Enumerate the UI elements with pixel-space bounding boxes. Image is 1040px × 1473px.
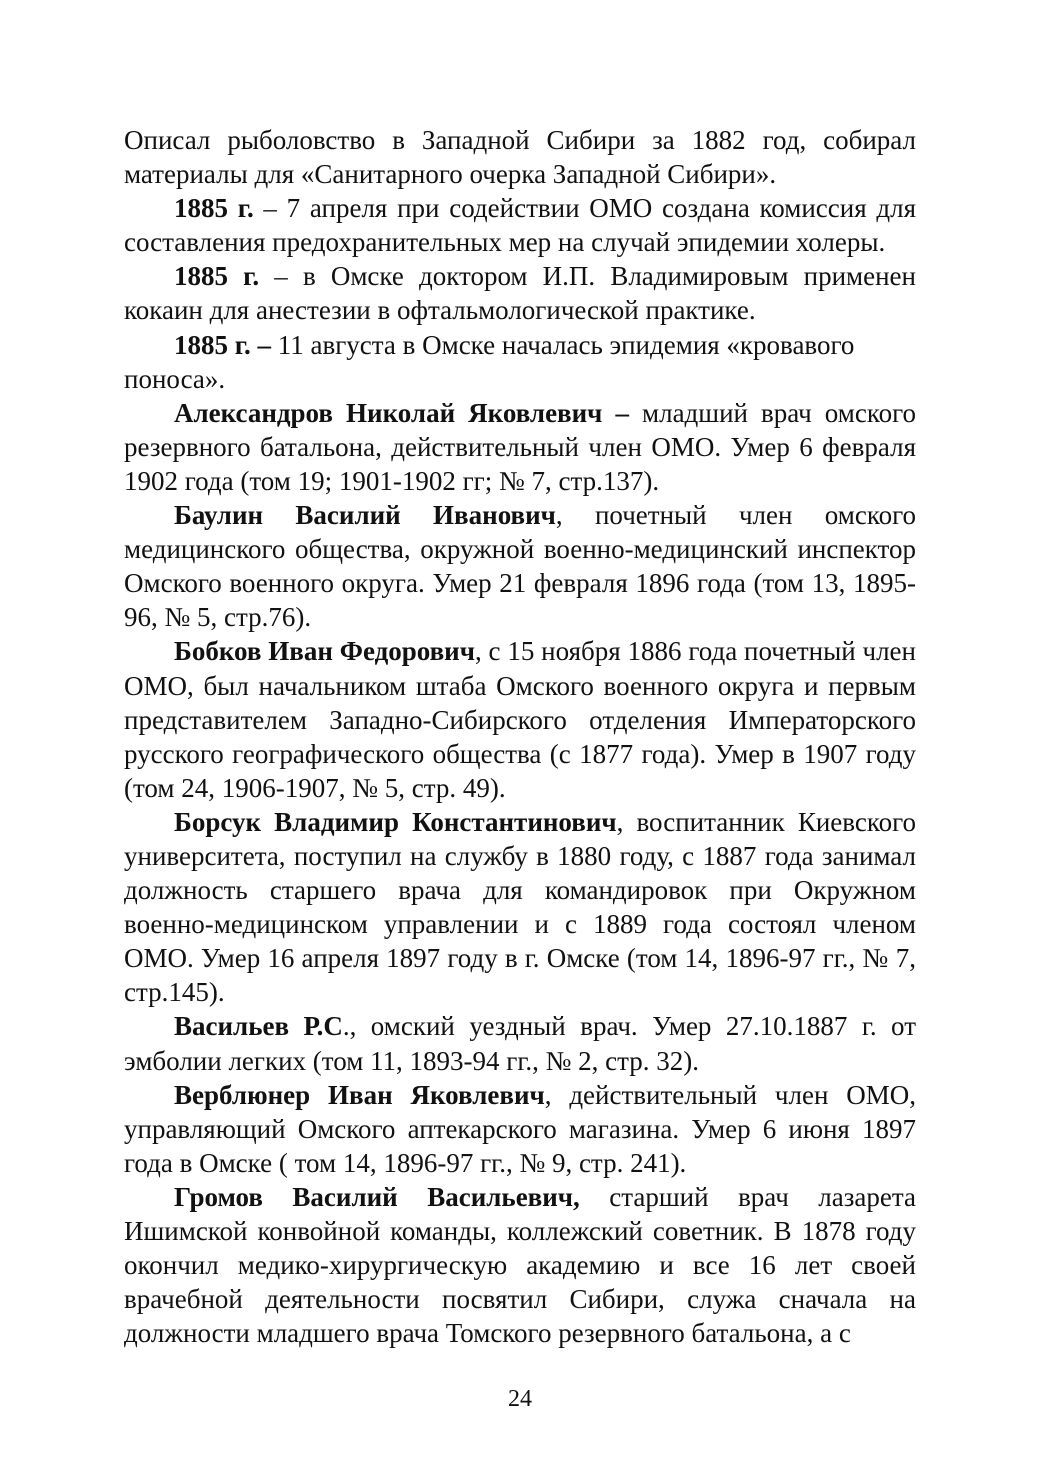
paragraph [124, 634, 916, 804]
paragraph-lead: 1885 г. [174, 261, 260, 292]
paragraph-lead: Баулин Василий Иванович [174, 500, 556, 531]
paragraph [124, 123, 916, 191]
paragraph-lead: Борсук Владимир Константинович [174, 806, 617, 837]
paragraph-text: старший врач лазарета Ишимской конвойной команды, коллежский советник. В 1878 году окончил медико-хирургическую академию и все 16 лет своей врачебной деятельности посвятил Сибири, служа сначала на должности младшего врача Томского резервного батальона, а с [124, 1181, 916, 1349]
page-body [124, 123, 916, 1350]
paragraph-text: ., омский уездный врач. Умер 27.10.1887 г. от эмболии легких (том 11, 1893-94 гг., № 2, стр. 32). [124, 1011, 917, 1076]
paragraph-text: – в Омске доктором И.П. Владимировым применен кокаин для анестезии в офтальмологической практике. [124, 261, 916, 326]
paragraph-lead: 1885 г. [174, 193, 254, 224]
paragraph-text: , действительный член ОМО, управляющий Омского аптекарского магазина. Умер 6 июня 1897 года в Омске ( том 14, 1896-97 гг., № 9, стр. 241). [124, 1079, 916, 1178]
paragraph [124, 328, 916, 396]
paragraph-lead: Васильев Р.С [174, 1011, 343, 1042]
paragraph [124, 259, 916, 327]
paragraph [124, 396, 916, 498]
paragraph-text: , с 15 ноября 1886 года почетный член ОМО, был начальником штаба Омского военного округа и первым представителем Западно-Сибирского отделения Императорского русского географического общества (с 1877 года). Умер в 1907 году (том 24, 1906-1907, № 5, стр. 49). [124, 636, 916, 803]
paragraph [124, 191, 916, 259]
paragraph-text: , воспитанник Киевского университета, поступил на службу в 1880 году, с 1887 года занимал должность старшего врача для командировок при Окружном военно-медицинском управлении и с 1889 года состоял членом ОМО. Умер 16 апреля 1897 году в г. Омске (том 14, 1896-97 гг., № 7, стр.145). [124, 806, 916, 1008]
paragraph-text: , почетный член омского медицинского общества, окружной военно-медицинский инспектор Омского военного округа. Умер 21 февраля 1896 года (том 13, 1895-96, № 5, стр.76). [124, 500, 916, 633]
paragraph [124, 805, 916, 1010]
paragraph [124, 1009, 916, 1077]
paragraph-text: – 7 апреля при содействии ОМО создана комиссия для составления предохранительных мер на случай эпидемии холеры. [124, 193, 916, 258]
paragraph-lead: Громов Василий Васильевич, [174, 1181, 580, 1212]
paragraph-text: младший врач омского резервного батальона, действительный член ОМО. Умер 6 февраля 1902 года (том 19; 1901-1902 гг; № 7, стр.137). [124, 397, 917, 496]
paragraph-text: Описал рыболовство в Западной Сибири за 1882 год, собирал материалы для «Санитарного очерка Западной Сибири». [124, 125, 916, 190]
paragraph-text: 11 августа в Омске началась эпидемия «кровавого поноса». [124, 329, 855, 394]
paragraph [124, 498, 916, 634]
paragraph-lead: Верблюнер Иван Яковлевич [174, 1079, 545, 1110]
page-number: 24 [508, 1386, 532, 1412]
paragraph-lead: Александров Николай Яковлевич – [174, 397, 629, 428]
paragraph-lead: Бобков Иван Федорович [174, 636, 475, 667]
paragraph [124, 1180, 916, 1350]
paragraph-lead: 1885 г. – [174, 329, 271, 360]
paragraph [124, 1078, 916, 1180]
